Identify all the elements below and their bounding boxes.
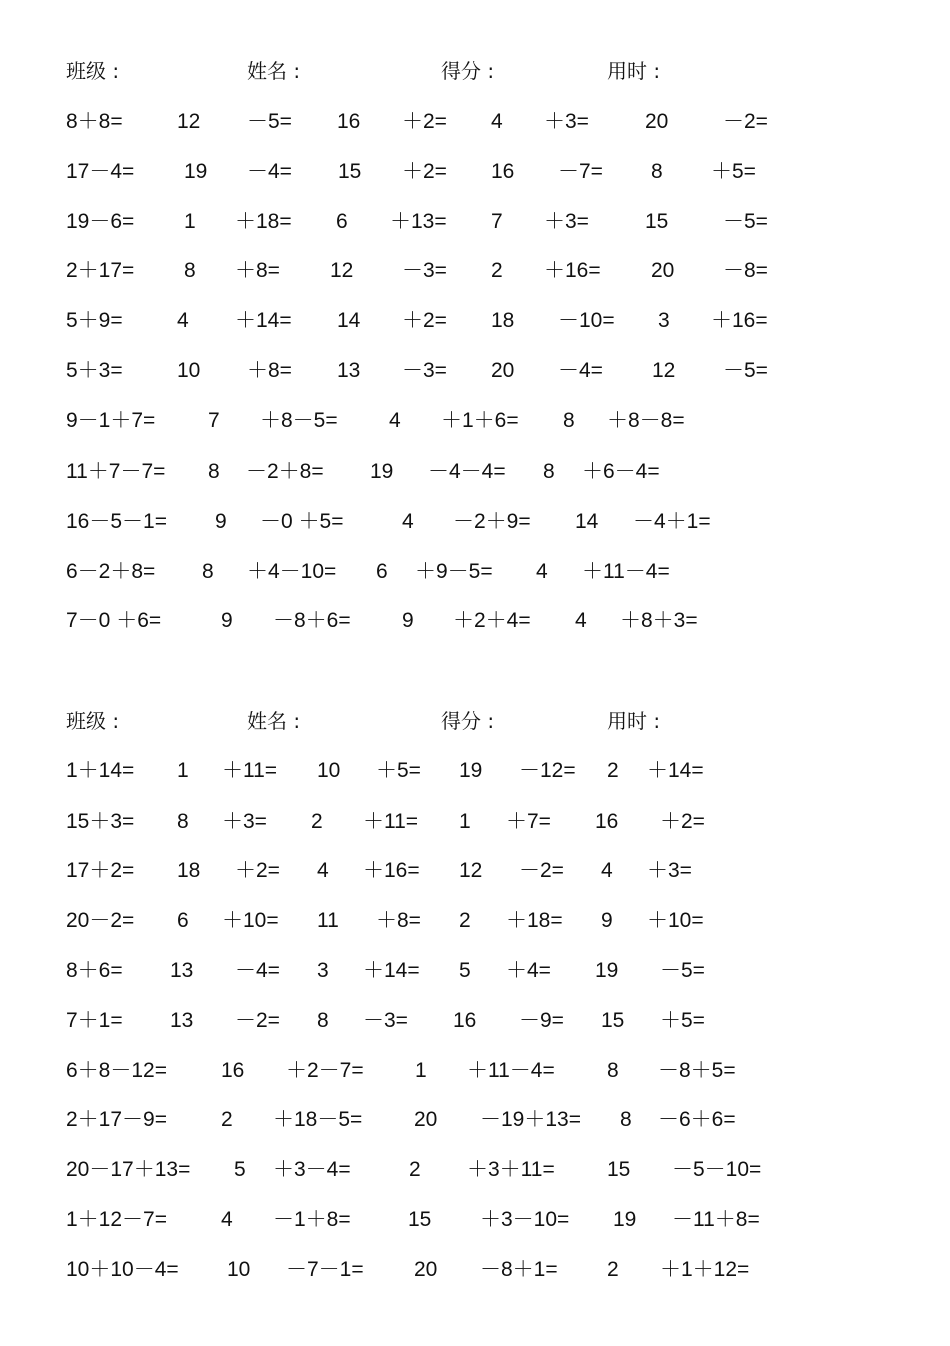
problem-cell: ＋8－5=: [260, 409, 338, 432]
problem-cell: ＋16=: [544, 259, 601, 282]
problem-cell: ＋10=: [647, 909, 704, 932]
problem-cell: 7: [208, 409, 220, 432]
problem-cell: －4=: [235, 959, 280, 982]
problem-cell: 8: [651, 160, 663, 183]
problem-cell: 19－6=: [66, 210, 135, 233]
problem-cell: 2: [459, 909, 471, 932]
problem-row: [0, 606, 950, 636]
problem-cell: 11＋7－7=: [66, 460, 166, 483]
problem-row: [0, 906, 950, 936]
problem-cell: 20: [645, 110, 669, 133]
problem-cell: 6－2＋8=: [66, 560, 156, 583]
problem-cell: ＋11=: [363, 810, 419, 833]
problem-cell: 15: [607, 1158, 631, 1181]
problem-row: [0, 356, 950, 386]
problem-cell: 2: [311, 810, 323, 833]
problem-cell: 15: [645, 210, 669, 233]
problem-cell: －0 ＋5=: [260, 510, 344, 533]
problem-cell: ＋8=: [376, 909, 421, 932]
problem-row: [0, 557, 950, 587]
problem-cell: ＋3=: [544, 110, 589, 133]
problem-cell: ＋8－8=: [607, 409, 685, 432]
problem-cell: －7－1=: [286, 1258, 364, 1281]
problem-cell: －5=: [660, 959, 705, 982]
problem-row: [0, 956, 950, 986]
problem-cell: ＋2－7=: [286, 1059, 364, 1082]
problem-cell: 15: [408, 1208, 432, 1231]
problem-cell: 4: [575, 609, 587, 632]
problem-cell: －4＋1=: [633, 510, 711, 533]
problem-row: [0, 306, 950, 336]
problem-cell: 13: [170, 1009, 194, 1032]
problem-cell: 5＋9=: [66, 309, 123, 332]
problem-cell: 2: [221, 1108, 233, 1131]
problem-cell: 2＋17－9=: [66, 1108, 167, 1131]
problem-cell: －11＋8=: [672, 1208, 760, 1231]
problem-cell: －2=: [723, 110, 768, 133]
problem-cell: －5=: [723, 210, 768, 233]
problem-cell: 13: [337, 359, 361, 382]
problem-cell: ＋2=: [660, 810, 705, 833]
problem-cell: 6: [336, 210, 348, 233]
problem-cell: －5－10=: [672, 1158, 762, 1181]
problem-cell: 20: [414, 1108, 438, 1131]
problem-cell: 15: [338, 160, 362, 183]
problem-cell: ＋14=: [647, 759, 704, 782]
problem-cell: 13: [170, 959, 194, 982]
problem-cell: －12=: [519, 759, 576, 782]
problem-cell: 18: [177, 859, 201, 882]
problem-cell: ＋5=: [660, 1009, 705, 1032]
problem-cell: 10＋10－4=: [66, 1258, 179, 1281]
name-label: 姓名 :: [247, 709, 301, 733]
problem-cell: －9=: [519, 1009, 564, 1032]
problem-cell: 8: [317, 1009, 329, 1032]
problem-cell: ＋2=: [402, 110, 447, 133]
name-label: 姓名 :: [247, 59, 301, 83]
problem-cell: ＋18－5=: [273, 1108, 363, 1131]
problem-cell: ＋3－4=: [273, 1158, 351, 1181]
problem-cell: ＋1＋12=: [660, 1258, 750, 1281]
time-label: 用时 :: [607, 709, 661, 733]
worksheet-header: [0, 706, 950, 736]
problem-cell: 9－1＋7=: [66, 409, 156, 432]
problem-row: [0, 1006, 950, 1036]
problem-cell: 2: [409, 1158, 421, 1181]
problem-cell: 8: [607, 1059, 619, 1082]
problem-cell: 8: [620, 1108, 632, 1131]
problem-cell: 18: [491, 309, 515, 332]
problem-cell: ＋8=: [235, 259, 280, 282]
problem-cell: 8: [563, 409, 575, 432]
problem-cell: 16: [221, 1059, 245, 1082]
problem-row: [0, 756, 950, 786]
problem-cell: 16: [491, 160, 515, 183]
problem-cell: 17－4=: [66, 160, 135, 183]
problem-cell: 17＋2=: [66, 859, 135, 882]
problem-row: [0, 207, 950, 237]
problem-cell: ＋3=: [647, 859, 692, 882]
problem-cell: ＋10=: [222, 909, 279, 932]
problem-cell: 12: [652, 359, 676, 382]
problem-cell: 1: [184, 210, 196, 233]
problem-cell: 19: [459, 759, 483, 782]
problem-cell: 19: [184, 160, 208, 183]
problem-cell: ＋16=: [363, 859, 420, 882]
problem-row: [0, 1255, 950, 1285]
problem-cell: ＋6－4=: [582, 460, 660, 483]
problem-cell: 6＋8－12=: [66, 1059, 167, 1082]
problem-row: [0, 457, 950, 487]
problem-cell: ＋4－10=: [247, 560, 337, 583]
problem-cell: ＋2=: [402, 160, 447, 183]
problem-row: [0, 1105, 950, 1135]
score-label: 得分 :: [441, 709, 495, 733]
problem-cell: 1: [177, 759, 189, 782]
problem-cell: －7=: [558, 160, 603, 183]
problem-row: [0, 507, 950, 537]
problem-cell: ＋3－10=: [480, 1208, 570, 1231]
problem-cell: 4: [601, 859, 613, 882]
problem-cell: －4－4=: [428, 460, 506, 483]
problem-cell: 4: [317, 859, 329, 882]
problem-cell: 20－2=: [66, 909, 135, 932]
problem-cell: ＋9－5=: [415, 560, 493, 583]
problem-cell: －3=: [402, 259, 447, 282]
problem-cell: 6: [376, 560, 388, 583]
problem-cell: 2: [607, 1258, 619, 1281]
problem-cell: ＋5=: [711, 160, 756, 183]
problem-cell: 1: [415, 1059, 427, 1082]
problem-cell: ＋14=: [235, 309, 292, 332]
class-label: 班级 :: [66, 709, 120, 733]
problem-row: [0, 1056, 950, 1086]
problem-cell: 20: [491, 359, 515, 382]
problem-cell: ＋3＋11=: [467, 1158, 555, 1181]
problem-row: [0, 807, 950, 837]
problem-cell: －5=: [247, 110, 292, 133]
problem-cell: ＋18=: [506, 909, 563, 932]
problem-cell: 10: [227, 1258, 251, 1281]
problem-cell: 8＋8=: [66, 110, 123, 133]
problem-cell: 7－0 ＋6=: [66, 609, 162, 632]
problem-cell: ＋2=: [402, 309, 447, 332]
problem-cell: 16: [337, 110, 361, 133]
problem-cell: 12: [330, 259, 354, 282]
problem-cell: 4: [491, 110, 503, 133]
problem-cell: 8: [184, 259, 196, 282]
problem-cell: 1＋12－7=: [66, 1208, 167, 1231]
problem-cell: －2＋8=: [246, 460, 324, 483]
problem-cell: －8＋6=: [273, 609, 351, 632]
problem-cell: 4: [221, 1208, 233, 1231]
problem-cell: 7: [491, 210, 503, 233]
problem-cell: ＋2=: [235, 859, 280, 882]
problem-cell: ＋7=: [506, 810, 551, 833]
problem-cell: 10: [177, 359, 201, 382]
problem-cell: 12: [177, 110, 201, 133]
problem-cell: ＋1＋6=: [441, 409, 519, 432]
problem-cell: －2=: [235, 1009, 280, 1032]
problem-cell: 14: [337, 309, 361, 332]
problem-cell: －5=: [723, 359, 768, 382]
problem-cell: 9: [221, 609, 233, 632]
problem-cell: 6: [177, 909, 189, 932]
problem-cell: 2: [491, 259, 503, 282]
problem-cell: 20: [651, 259, 675, 282]
problem-cell: 5＋3=: [66, 359, 123, 382]
problem-cell: 4: [402, 510, 414, 533]
problem-cell: ＋18=: [235, 210, 292, 233]
problem-cell: 8: [208, 460, 220, 483]
problem-row: [0, 406, 950, 436]
problem-cell: ＋11－4=: [467, 1059, 555, 1082]
problem-cell: －19＋13=: [480, 1108, 581, 1131]
problem-cell: ＋16=: [711, 309, 768, 332]
problem-row: [0, 157, 950, 187]
problem-cell: －2＋9=: [453, 510, 531, 533]
problem-row: [0, 256, 950, 286]
class-label: 班级 :: [66, 59, 120, 83]
problem-cell: ＋3=: [222, 810, 267, 833]
problem-cell: 19: [595, 959, 619, 982]
problem-row: [0, 1205, 950, 1235]
problem-cell: ＋11=: [222, 759, 278, 782]
problem-cell: 10: [317, 759, 341, 782]
problem-cell: －3=: [402, 359, 447, 382]
problem-cell: 5: [459, 959, 471, 982]
problem-row: [0, 107, 950, 137]
problem-cell: 16: [595, 810, 619, 833]
problem-cell: 8＋6=: [66, 959, 123, 982]
problem-cell: 2＋17=: [66, 259, 135, 282]
problem-cell: 8: [177, 810, 189, 833]
problem-cell: －3=: [363, 1009, 408, 1032]
problem-cell: 12: [459, 859, 483, 882]
problem-cell: 15＋3=: [66, 810, 135, 833]
problem-cell: 1＋14=: [66, 759, 135, 782]
problem-cell: ＋2＋4=: [453, 609, 531, 632]
problem-cell: ＋11－4=: [582, 560, 670, 583]
problem-cell: 15: [601, 1009, 625, 1032]
time-label: 用时 :: [607, 59, 661, 83]
problem-cell: 16: [453, 1009, 477, 1032]
problem-cell: ＋5=: [376, 759, 421, 782]
problem-cell: 4: [536, 560, 548, 583]
problem-cell: 1: [459, 810, 471, 833]
problem-cell: 11: [317, 909, 339, 932]
problem-cell: 8: [543, 460, 555, 483]
problem-cell: ＋8=: [247, 359, 292, 382]
problem-cell: －1＋8=: [273, 1208, 351, 1231]
problem-cell: －10=: [558, 309, 615, 332]
problem-cell: 9: [601, 909, 613, 932]
score-label: 得分 :: [441, 59, 495, 83]
problem-cell: 19: [370, 460, 394, 483]
problem-cell: 3: [658, 309, 670, 332]
problem-cell: ＋3=: [544, 210, 589, 233]
problem-cell: －8＋5=: [658, 1059, 736, 1082]
problem-cell: 4: [389, 409, 401, 432]
problem-cell: 19: [613, 1208, 637, 1231]
problem-cell: ＋8＋3=: [620, 609, 698, 632]
worksheet-header: [0, 56, 950, 86]
problem-row: [0, 1155, 950, 1185]
problem-cell: －4=: [558, 359, 603, 382]
problem-cell: －8=: [723, 259, 768, 282]
problem-cell: ＋14=: [363, 959, 420, 982]
problem-row: [0, 856, 950, 886]
problem-cell: ＋4=: [506, 959, 551, 982]
problem-cell: 9: [215, 510, 227, 533]
problem-cell: －4=: [247, 160, 292, 183]
problem-cell: 20－17＋13=: [66, 1158, 191, 1181]
problem-cell: 7＋1=: [66, 1009, 123, 1032]
problem-cell: 14: [575, 510, 599, 533]
problem-cell: 20: [414, 1258, 438, 1281]
problem-cell: －2=: [519, 859, 564, 882]
problem-cell: －6＋6=: [658, 1108, 736, 1131]
problem-cell: 9: [402, 609, 414, 632]
problem-cell: 4: [177, 309, 189, 332]
problem-cell: 3: [317, 959, 329, 982]
problem-cell: 2: [607, 759, 619, 782]
problem-cell: ＋13=: [390, 210, 447, 233]
problem-cell: 5: [234, 1158, 246, 1181]
problem-cell: 16－5－1=: [66, 510, 167, 533]
problem-cell: 8: [202, 560, 214, 583]
problem-cell: －8＋1=: [480, 1258, 558, 1281]
